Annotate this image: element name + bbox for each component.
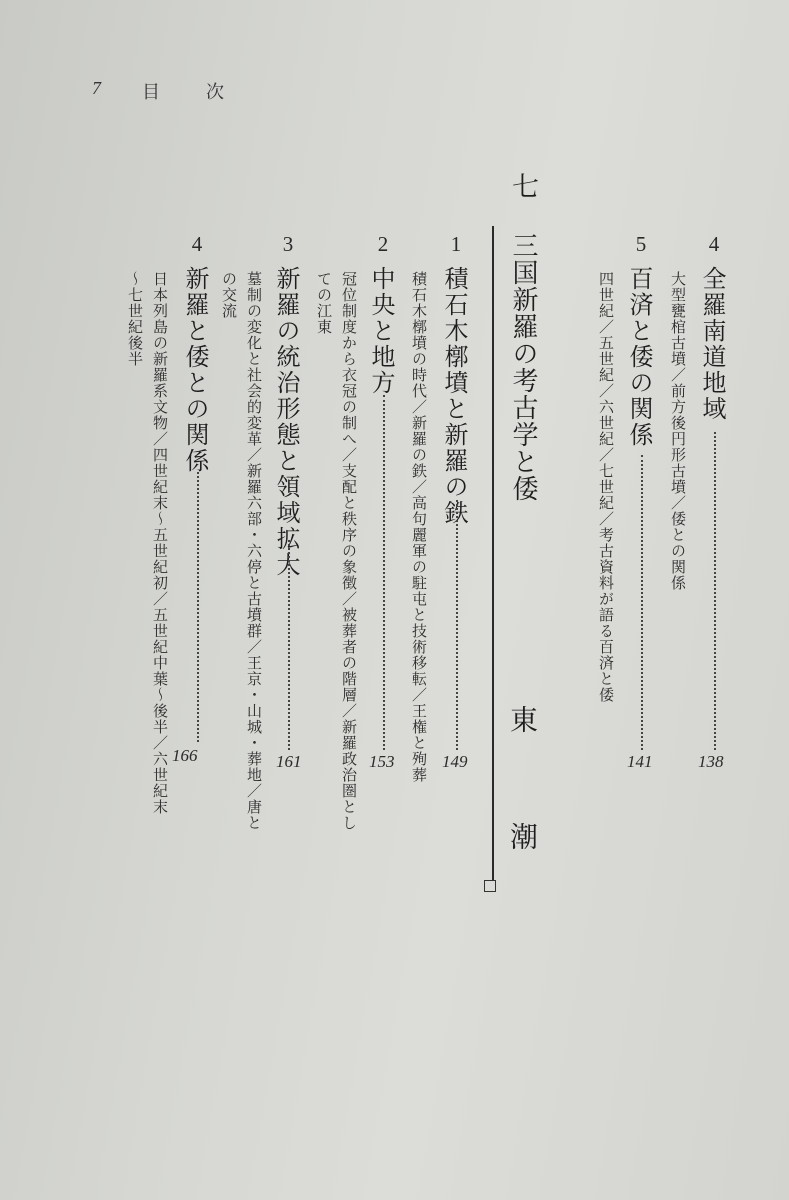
chapter-title: 三国新羅の考古学と倭: [508, 232, 538, 502]
leader-dots: [714, 432, 716, 750]
entry-title: 新羅の統治形態と領域拡大: [272, 266, 300, 578]
entry-subtopics: 四世紀／五世紀／六世紀／七世紀／考古資料が語る百済と倭: [597, 271, 615, 703]
entry-subtopics: 大型甕棺古墳／前方後円形古墳／倭との関係: [669, 271, 687, 591]
entry-page: 153: [369, 752, 395, 771]
leader-dots: [197, 472, 199, 742]
entry-number: 1: [450, 232, 462, 256]
entry-subtopics-continued: ての江東: [315, 271, 333, 335]
page-header-title-2: 次: [206, 82, 224, 103]
leader-dots: [456, 500, 458, 750]
page-number: 7: [92, 78, 101, 98]
entry-page: 166: [172, 746, 198, 765]
entry-number: 3: [282, 232, 294, 256]
leader-dots: [641, 455, 643, 750]
entry-title: 全羅南道地域: [698, 266, 726, 422]
leader-dots: [383, 395, 385, 750]
rule-end-box: [484, 880, 496, 892]
chapter-author-family-name: 東: [506, 705, 539, 733]
entry-subtopics-continued: の交流: [220, 271, 238, 319]
chapter-number: 七: [507, 172, 538, 199]
entry-subtopics: 冠位制度から衣冠の制へ／支配と秩序の象徴／被葬者の階層／新羅政治圏とし: [340, 271, 358, 831]
entry-number: 4: [191, 232, 203, 256]
chapter-author-given-name: 潮: [506, 822, 539, 850]
entry-page: 161: [276, 752, 302, 771]
page-header-title-1: 目: [142, 82, 160, 103]
entry-title: 中央と地方: [367, 266, 395, 396]
entry-number: 5: [635, 232, 647, 256]
chapter-rule: [492, 226, 494, 880]
entry-title: 積石木槨墳と新羅の鉄: [440, 266, 468, 526]
entry-number: 2: [377, 232, 389, 256]
entry-number: 4: [708, 232, 720, 256]
entry-page: 138: [698, 752, 724, 771]
entry-subtopics: 積石木槨墳の時代／新羅の鉄／高句麗軍の駐屯と技術移転／王権と殉葬: [410, 271, 428, 783]
entry-title: 百済と倭の関係: [625, 266, 653, 448]
entry-page: 149: [442, 752, 468, 771]
entry-title: 新羅と倭との関係: [181, 266, 209, 474]
entry-subtopics-continued: ～七世紀後半: [126, 271, 144, 367]
entry-subtopics: 墓制の変化と社会的変革／新羅六部・六停と古墳群／王京・山城・葬地／唐と: [245, 271, 263, 831]
entry-subtopics: 日本列島の新羅系文物／四世紀末～五世紀初／五世紀中葉～後半／六世紀末: [151, 271, 169, 815]
leader-dots: [288, 540, 290, 750]
entry-page: 141: [627, 752, 653, 771]
